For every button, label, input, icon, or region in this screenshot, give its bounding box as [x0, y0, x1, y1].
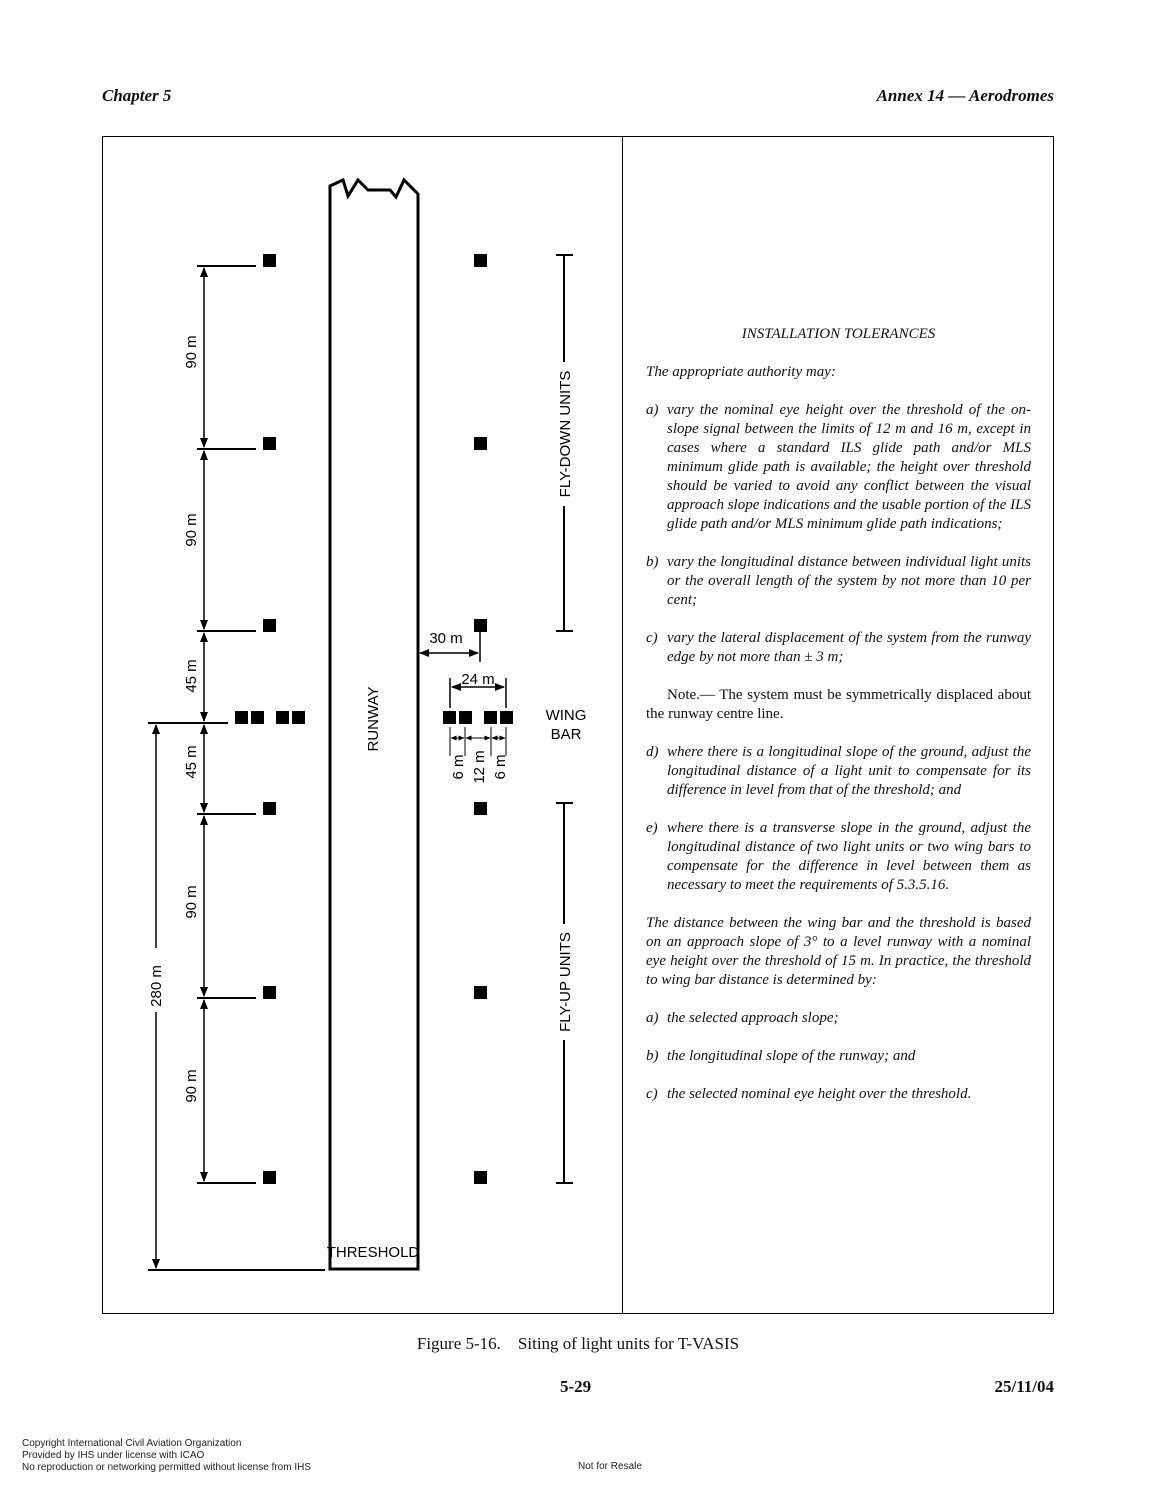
- dim-12m: 12 m: [471, 750, 488, 784]
- fly-down-units-label: FLY-DOWN UNITS: [557, 370, 574, 498]
- copyright-line-1: Copyright International Civil Aviation Organization: [22, 1438, 242, 1449]
- tolerance-item-a: a) vary the nominal eye height over the threshold of the on-slope signal between the limits of 12 m and 16 m, except in cases where a standard ILS glide path and/or MLS minimum glide path is available; the height over threshold should be varied to avoid any conflict between the visual approach slope indications and the usable portion of the ILS glide path and/or MLS minimum glide path indications;: [646, 402, 1032, 532]
- notes-title: INSTALLATION TOLERANCES: [741, 326, 936, 342]
- light-unit-right-3: [474, 619, 487, 632]
- dim-90m-4: 90 m: [183, 1069, 200, 1103]
- bar-label: BAR: [550, 726, 582, 743]
- chapter-header: Chapter 5: [102, 86, 172, 105]
- tolerance-item-e: e) where there is a transverse slope in the ground, adjust the longitudinal distance of two light units or two wing bars to compensate for the difference in level between them as necessary to meet the requirements of 5.3.5.16.: [646, 820, 1031, 893]
- dim-45m-1: 45 m: [183, 659, 200, 693]
- page-number: 5-29: [560, 1377, 592, 1396]
- copyright-line-3: No reproduction or networking permitted without license from IHS: [22, 1462, 312, 1473]
- light-unit-right-5: [474, 986, 487, 999]
- light-unit-left-1: [263, 254, 276, 267]
- fly-up-units-label: FLY-UP UNITS: [557, 932, 574, 1032]
- copyright-line-2: Provided by IHS under license with ICAO: [22, 1450, 205, 1461]
- light-unit-right-4: [474, 802, 487, 815]
- light-unit-left-6: [263, 1171, 276, 1184]
- dim-24m: 24 m: [461, 671, 495, 688]
- wing-label: WING: [545, 707, 587, 724]
- dim-6m-b: 6 m: [492, 754, 509, 780]
- light-unit-left-4: [263, 802, 276, 815]
- wing-bar-right-unit-2: [459, 711, 472, 724]
- notes-intro: The appropriate authority may:: [646, 364, 836, 380]
- dim-90m-3: 90 m: [183, 885, 200, 919]
- wing-bar-left-unit-4: [292, 711, 305, 724]
- symmetry-note: Note.— The system must be symmetrically displaced about the runway centre line.: [646, 687, 1031, 722]
- tolerance-item-d: d) where there is a longitudinal slope of the ground, adjust the longitudinal distance of a light unit to compensate for its difference in level from that of the threshold; and: [646, 744, 1031, 798]
- determinant-item-b: b) the longitudinal slope of the runway; and: [646, 1048, 916, 1064]
- light-unit-left-2: [263, 437, 276, 450]
- dim-6m-a: 6 m: [450, 754, 467, 780]
- dim-90m-1: 90 m: [183, 335, 200, 369]
- light-unit-left-5: [263, 986, 276, 999]
- runway-label: RUNWAY: [365, 686, 382, 752]
- wing-bar-right-unit-4: [500, 711, 513, 724]
- threshold-label: THRESHOLD: [326, 1244, 420, 1261]
- wing-bar-right-unit-3: [484, 711, 497, 724]
- tolerance-item-b: b) vary the longitudinal distance between individual light units or the overall length of the system by not more than 10 per cent;: [646, 554, 1031, 608]
- annex-header: Annex 14 — Aerodromes: [876, 86, 1054, 105]
- wing-bar-left-unit-1: [235, 711, 248, 724]
- light-unit-right-1: [474, 254, 487, 267]
- installation-tolerances-notes: [646, 325, 1031, 1123]
- dim-30m: 30 m: [429, 630, 463, 647]
- extension-lines: [148, 266, 325, 1270]
- dim-45m-2: 45 m: [183, 745, 200, 779]
- copyright-notice: [22, 1438, 311, 1474]
- determinant-item-a: a) the selected approach slope;: [646, 1010, 839, 1026]
- dim-90m-2: 90 m: [183, 513, 200, 547]
- determinant-item-c: c) the selected nominal eye height over the threshold.: [646, 1086, 972, 1102]
- wing-bar-distance-paragraph: The distance between the wing bar and the threshold is based on an approach slope of 3° to a level runway with a nominal eye height over the threshold of 15 m. In practice, the threshold to wing bar distance is determined by:: [646, 915, 1031, 988]
- figure-caption: Figure 5-16. Siting of light units for T-VASIS: [416, 1334, 740, 1353]
- light-unit-left-3: [263, 619, 276, 632]
- tolerance-item-c: c) vary the lateral displacement of the system from the runway edge by not more than ± 3 m;: [646, 630, 1031, 665]
- wing-bar-left-unit-3: [276, 711, 289, 724]
- page-date: 25/11/04: [994, 1377, 1054, 1396]
- light-unit-right-2: [474, 437, 487, 450]
- wing-bar-right-unit-1: [443, 711, 456, 724]
- dim-280m: 280 m: [148, 965, 165, 1007]
- wing-bar-left-unit-2: [251, 711, 264, 724]
- light-unit-right-6: [474, 1171, 487, 1184]
- not-for-resale: Not for Resale: [578, 1461, 642, 1472]
